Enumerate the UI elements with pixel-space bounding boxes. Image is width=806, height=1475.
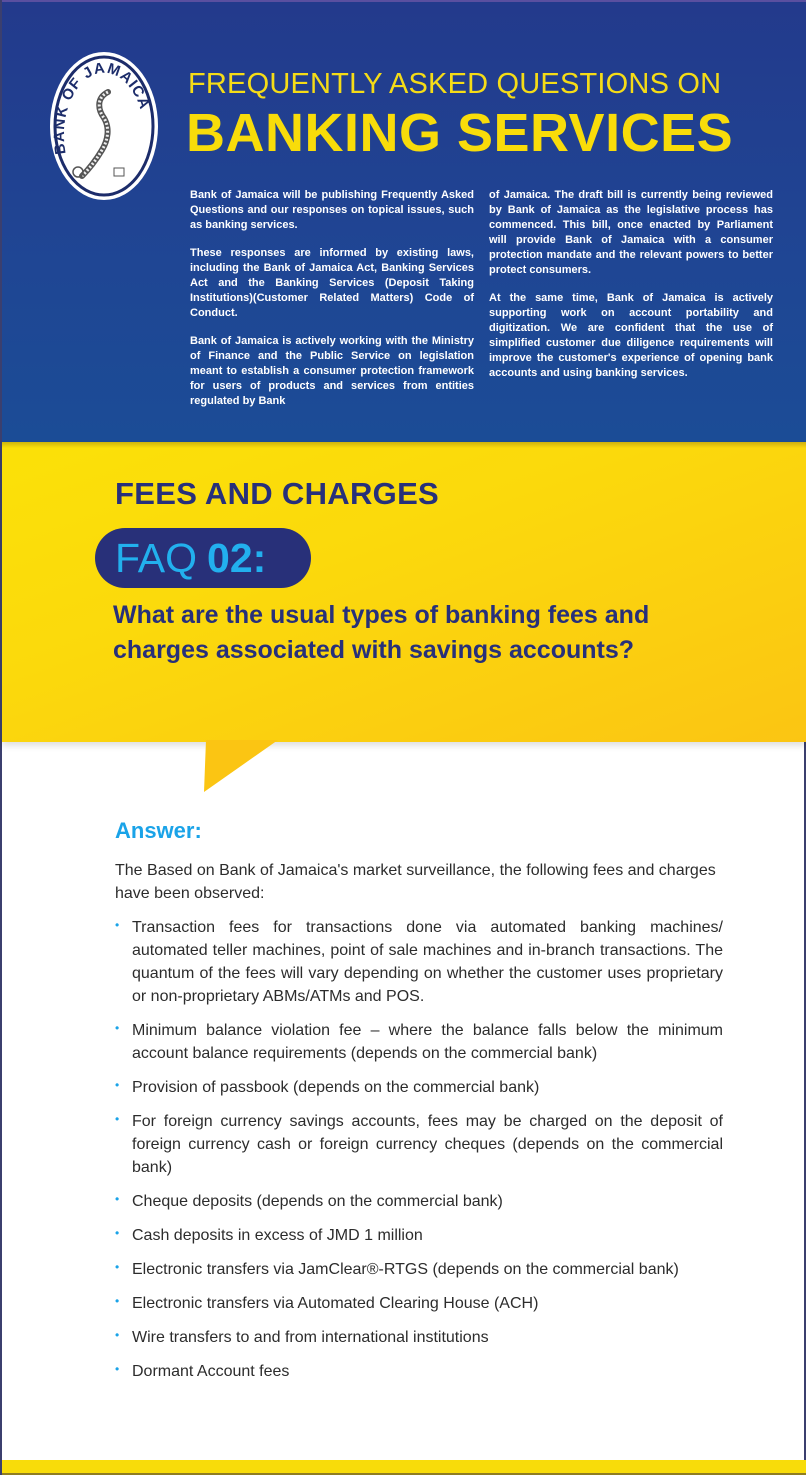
intro-paragraph: Bank of Jamaica will be publishing Frequently Asked Questions and our responses on topical issues, such as banking services. [190,189,474,231]
fees-list [115,916,723,1394]
list-item-text: Wire transfers to and from international institutions [132,1329,489,1346]
bullet-icon: • [115,1226,120,1240]
intro-paragraph: At the same time, Bank of Jamaica is actively supporting work on account portability and digitization. We are confident that the use of simplified customer due diligence requirements will improve the customer's experience of opening bank accounts and using banking services. [489,292,773,379]
list-item [115,1258,723,1281]
section-title: FEES AND CHARGES [115,476,440,511]
faq-question: What are the usual types of banking fees and charges associated with savings accounts? [113,601,650,664]
list-item [115,1190,723,1213]
bullet-icon: • [115,1021,120,1035]
list-item-text: Transaction fees for transactions done via automated banking machines/ automated teller machines, point of sale machines and in-branch transactions. The quantum of the fees will vary depending on whether the customer uses proprietary or non-proprietary ABMs/ATMs and POS. [132,919,723,1005]
bullet-icon: • [115,918,120,932]
list-item [115,1019,723,1065]
svg-text:BANK OF JAMAICA: BANK OF JAMAICA [50,59,154,156]
bullet-icon: • [115,1362,120,1376]
page-supertitle: FREQUENTLY ASKED QUESTIONS ON [188,68,722,100]
header-banner [2,0,806,442]
speech-bubble-tail [200,740,280,795]
bullet-icon: • [115,1192,120,1206]
bullet-icon: • [115,1328,120,1342]
list-item [115,1224,723,1247]
list-item-text: Electronic transfers via Automated Clearing House (ACH) [132,1295,539,1312]
intro-column-left [190,188,474,422]
faq-number-badge [95,528,311,588]
bullet-icon: • [115,1260,120,1274]
answer-intro: The Based on Bank of Jamaica's market surveillance, the following fees and charges have been observed: [115,862,716,902]
bullet-icon: • [115,1112,120,1126]
list-item-text: Provision of passbook (depends on the commercial bank) [132,1079,540,1096]
footer-bar [2,1460,806,1475]
faq-label: FAQ [115,534,198,581]
list-item [115,1326,723,1349]
list-item-text: Minimum balance violation fee – where the balance falls below the minimum account balance requirements (depends on the commercial bank) [132,1022,723,1062]
list-item [115,1292,723,1315]
bullet-icon: • [115,1078,120,1092]
intro-column-right [489,188,773,394]
list-item [115,1076,723,1099]
list-item-text: Cheque deposits (depends on the commercial bank) [132,1193,503,1210]
list-item [115,916,723,1008]
list-item-text: Dormant Account fees [132,1363,290,1380]
bank-of-jamaica-logo [48,50,160,202]
list-item [115,1110,723,1179]
list-item-text: For foreign currency savings accounts, fees may be charged on the deposit of foreign currency cash or foreign currency cheques (depends on the commercial bank) [132,1113,723,1176]
page-title: BANKING SERVICES [186,103,734,163]
intro-paragraph: of Jamaica. The draft bill is currently being reviewed by Bank of Jamaica as the legislative process has commenced. This bill, once enacted by Parliament will provide Bank of Jamaica with a consumer protection mandate and the relevant powers to better protect consumers. [489,189,773,276]
faq-number: 02: [207,534,267,581]
bullet-icon: • [115,1294,120,1308]
crocodile-seal-icon [48,50,160,202]
intro-paragraph: These responses are informed by existing laws, including the Bank of Jamaica Act, Banking Services Act and the Banking Services (Deposit Taking Institutions)(Customer Related Matters) Code of Conduct. [190,247,474,319]
list-item-text: Electronic transfers via JamClear®-RTGS (depends on the commercial bank) [132,1261,679,1278]
answer-heading: Answer: [115,818,202,843]
list-item [115,1360,723,1383]
intro-paragraph: Bank of Jamaica is actively working with the Ministry of Finance and the Public Service on legislation meant to establish a consumer protection framework for users of products and services from entities regulated by Bank [190,335,474,407]
list-item-text: Cash deposits in excess of JMD 1 million [132,1227,423,1244]
divider [2,442,806,448]
